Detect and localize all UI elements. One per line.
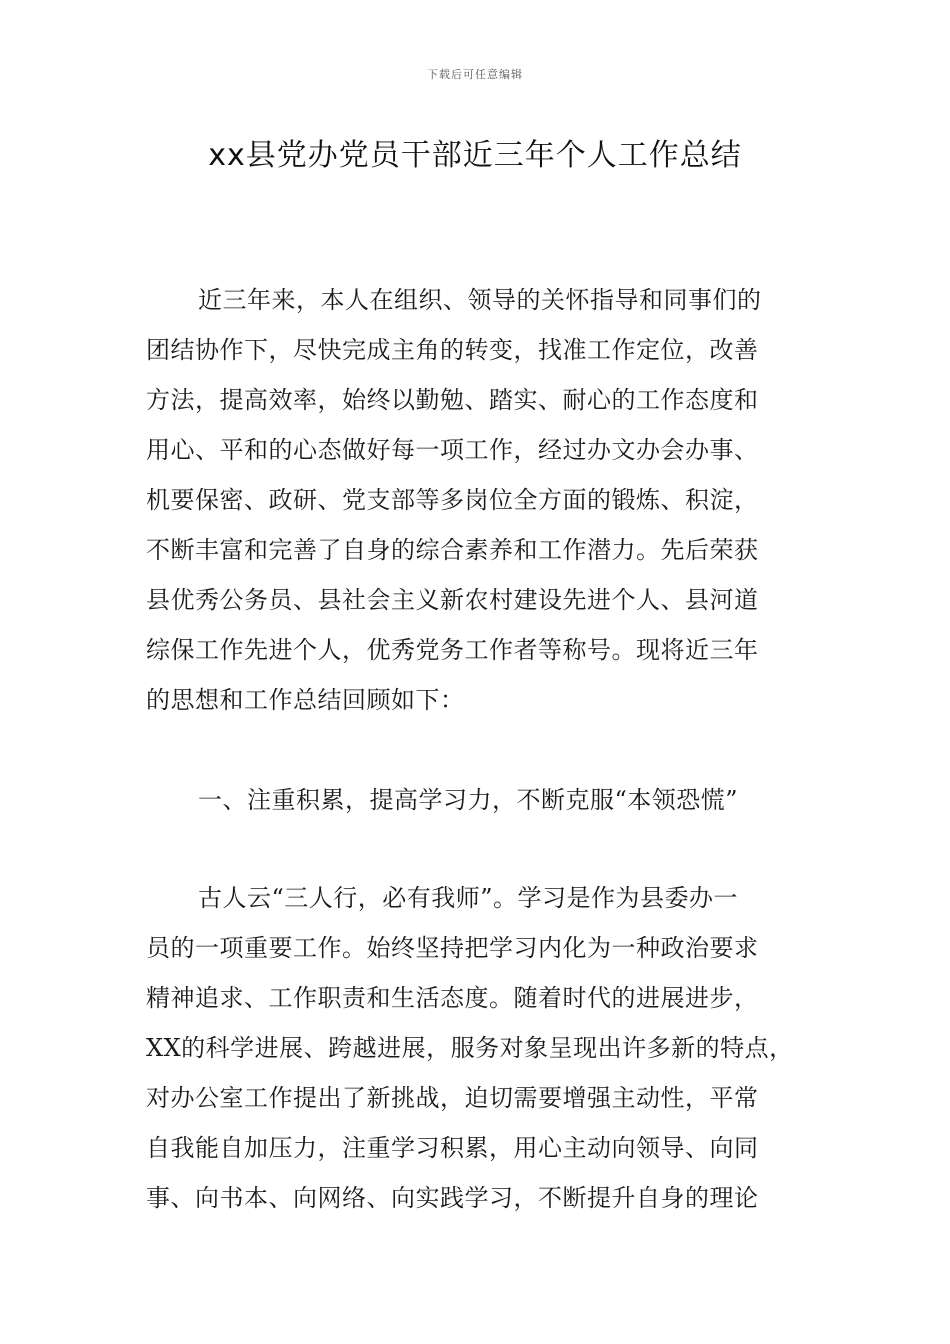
paragraph-line: XX的科学进展、跨越进展，服务对象呈现出许多新的特点， [146,1034,794,1062]
paragraph-line: 方法，提高效率，始终以勤勉、踏实、耐心的工作态度和 [146,386,759,414]
paragraph-intro [146,275,818,725]
paragraph-learning [146,873,818,1223]
paragraph-line: 事、向书本、向网络、向实践学习，不断提升自身的理论 [146,1184,759,1212]
paragraph-line: 近三年来，本人在组织、领导的关怀指导和同事们的 [198,286,762,314]
section-heading [146,775,818,825]
paragraph-line: 用心、平和的心态做好每一项工作，经过办文办会办事、 [146,436,759,464]
paragraph-line: 古人云“三人行，必有我师”。学习是作为县委办一 [198,884,739,912]
paragraph-line: 综保工作先进个人，优秀党务工作者等称号。现将近三年 [146,636,759,664]
paragraph-line: 自我能自加压力，注重学习积累，用心主动向领导、向同 [146,1134,759,1162]
paragraph-line: 县优秀公务员、县社会主义新农村建设先进个人、县河道 [146,586,759,614]
header-note: 下载后可任意编辑 [427,68,523,81]
section-heading-text: 一、注重积累，提高学习力，不断克服“本领恐慌” [198,786,739,814]
paragraph-line: 机要保密、政研、党支部等多岗位全方面的锻炼、积淀， [146,486,759,514]
paragraph-line: 不断丰富和完善了自身的综合素养和工作潜力。先后荣获 [146,536,759,564]
paragraph-line: 精神追求、工作职责和生活态度。随着时代的进展进步， [146,984,759,1012]
paragraph-line: 团结协作下，尽快完成主角的转变，找准工作定位，改善 [146,336,759,364]
paragraph-line: 员的一项重要工作。始终坚持把学习内化为一种政治要求 [146,934,759,962]
paragraph-line: 对办公室工作提出了新挑战，迫切需要增强主动性，平常 [146,1084,759,1112]
page-title: xx县党办党员干部近三年个人工作总结 [208,138,742,173]
paragraph-line: 的思想和工作总结回顾如下： [146,686,465,714]
